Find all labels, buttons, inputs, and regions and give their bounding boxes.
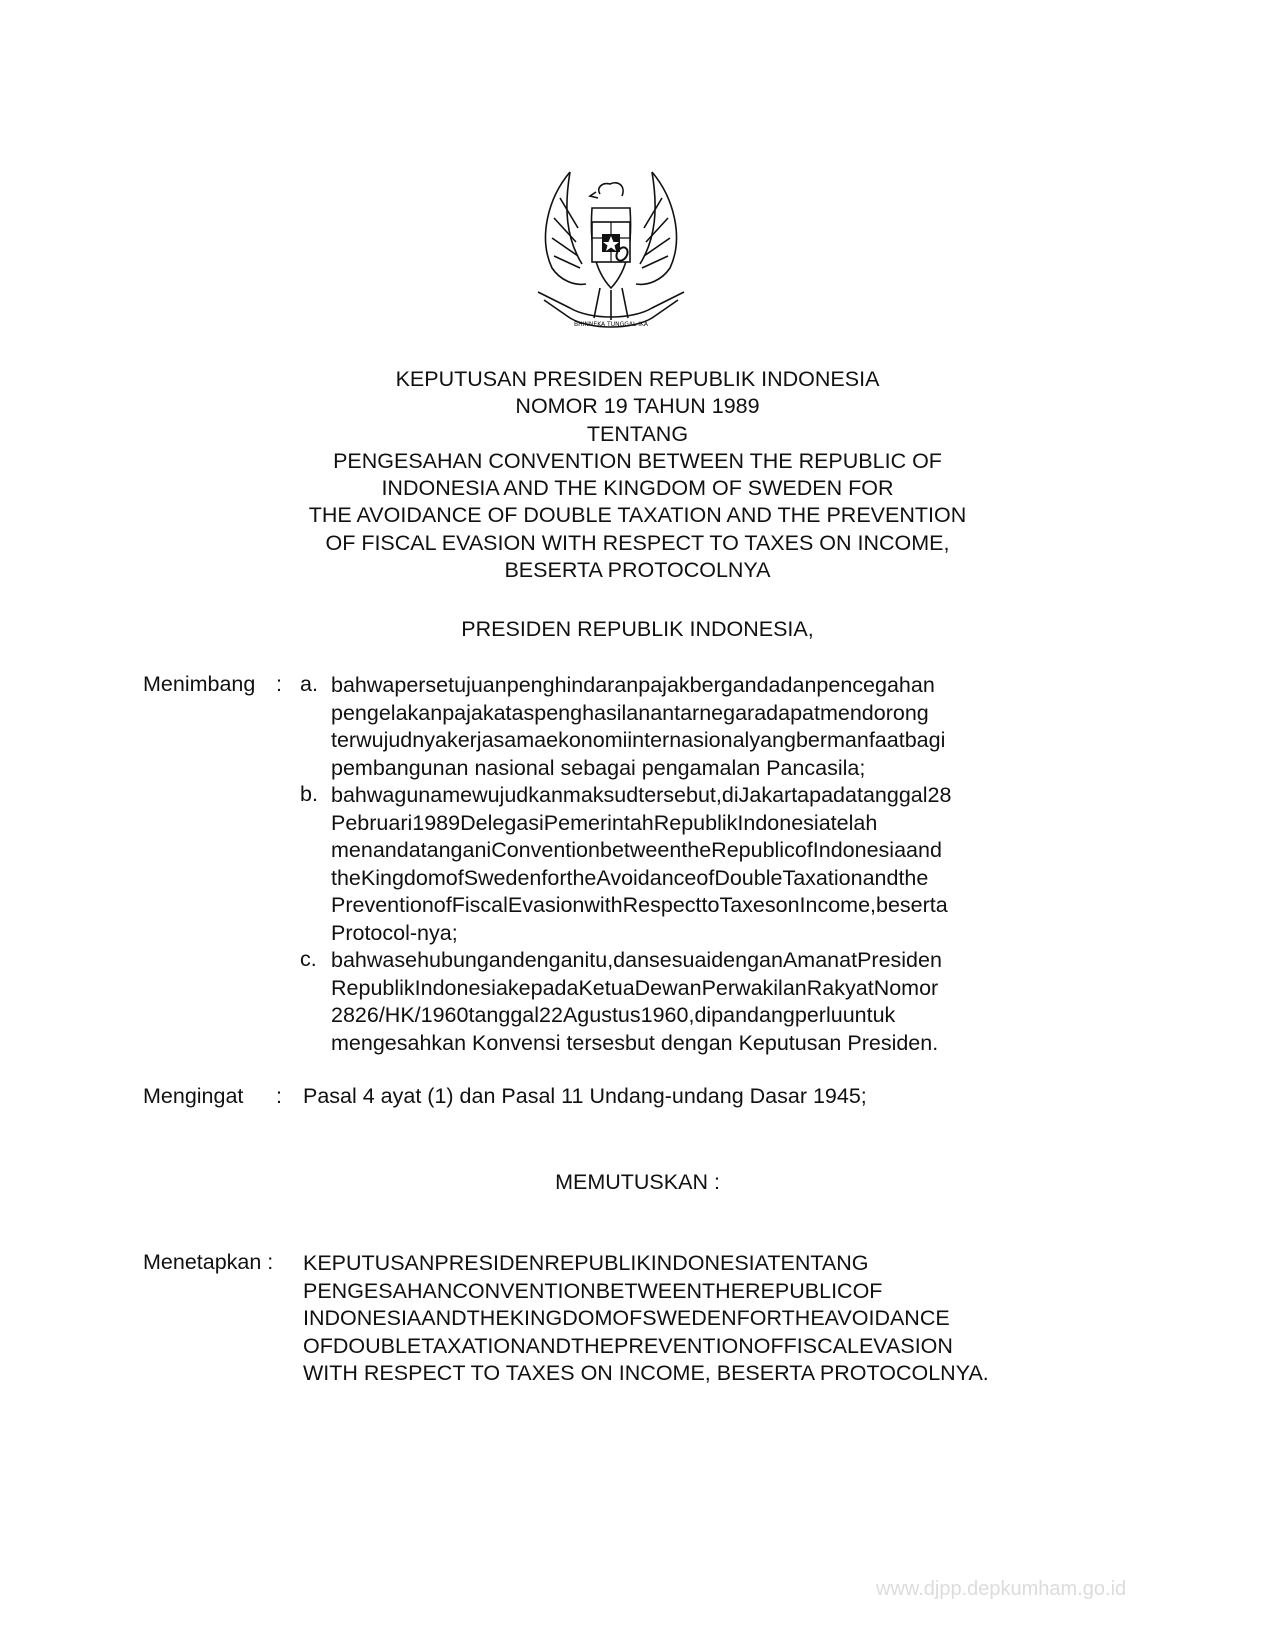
word: antar <box>650 700 700 725</box>
paragraph-line <box>331 782 1069 810</box>
word: berganda <box>689 673 781 697</box>
title-line: TENTANG <box>586 421 689 446</box>
word: Evasion <box>507 893 585 917</box>
word: dan <box>780 673 817 697</box>
memutuskan-heading: MEMUTUSKAN : <box>555 1170 720 1194</box>
word: mewujudkan <box>442 783 563 807</box>
word: Taxes <box>719 893 776 917</box>
word: Rakyat <box>806 975 874 1000</box>
word: maksud <box>562 783 639 807</box>
menimbang-item-c <box>331 947 1069 1057</box>
word: Republik <box>653 810 738 835</box>
paragraph-line <box>303 1333 1069 1361</box>
emblem-motto: BHINNEKA TUNGGAL IKA <box>574 321 648 328</box>
word: sehubungan <box>394 948 513 972</box>
menimbang-item-a <box>331 672 1069 782</box>
word: REPUBLIC <box>745 1278 853 1303</box>
word: Pebruari <box>331 810 413 835</box>
paragraph-line <box>331 672 1069 700</box>
paragraph-line <box>331 1002 1069 1030</box>
garuda-pancasila-emblem-icon <box>530 168 692 344</box>
word: of <box>794 838 813 862</box>
word: OF <box>852 1278 883 1303</box>
word: Agustus <box>562 1003 641 1027</box>
paragraph-line: WITH RESPECT TO TAXES ON INCOME, BESERTA PROTOCOLNYA. <box>303 1361 989 1385</box>
word: FOR <box>736 1306 782 1330</box>
mengingat-text: Pasal 4 ayat (1) dan Pasal 11 Undang-undang Dasar 1945; <box>303 1084 867 1108</box>
word: THE <box>571 1333 615 1358</box>
word: AVOIDANCE <box>824 1306 950 1330</box>
word: PREVENTION <box>614 1333 754 1358</box>
word: pajak <box>442 700 494 725</box>
word: telah <box>830 810 878 835</box>
word: and <box>906 838 942 862</box>
word: OF <box>303 1333 333 1358</box>
menimbang-label: Menimbang <box>143 672 256 696</box>
word: PENGESAHAN <box>303 1278 453 1303</box>
word: kepada <box>507 975 579 1000</box>
word: OF <box>753 1333 784 1358</box>
word: bagi <box>904 728 946 752</box>
title-line: KEPUTUSAN PRESIDEN REPUBLIK INDONESIA <box>395 367 880 391</box>
word: bahwa <box>331 948 395 972</box>
word: on <box>775 893 800 917</box>
menimbang-item-letter: c. <box>300 947 317 971</box>
word: dipandang <box>694 1003 795 1027</box>
word: Indonesia <box>737 810 831 835</box>
word: Republic <box>711 838 795 862</box>
watermark: www.djpp.depkumham.go.id <box>876 1578 1127 1600</box>
word: 22 <box>539 1003 563 1027</box>
word: 2826/HK/1960 <box>331 1003 469 1027</box>
word: tanggal <box>856 783 928 807</box>
paragraph-line <box>331 837 1069 865</box>
word: THE <box>781 1306 825 1330</box>
word: Avoidance <box>596 865 697 890</box>
word: dengan <box>512 948 585 972</box>
word: persetujuan <box>394 673 507 697</box>
paragraph-line <box>303 1305 1069 1333</box>
word: Sweden <box>463 865 542 890</box>
paragraph-line <box>331 865 1069 893</box>
word: BETWEEN <box>595 1278 703 1303</box>
menetapkan-label: Menetapkan : <box>143 1250 274 1274</box>
word: ANDTHE <box>421 1306 510 1330</box>
word: untuk <box>842 1003 896 1027</box>
word: EVASION <box>858 1333 953 1358</box>
word: 1960, <box>640 1003 695 1027</box>
word: the <box>681 838 712 862</box>
word: Prevention <box>331 893 434 917</box>
word: sesuai <box>649 948 712 972</box>
menimbang-item-b <box>331 782 1069 947</box>
word: 1989 <box>412 810 461 835</box>
title-line: PENGESAHAN CONVENTION BETWEEN THE REPUBLIC OF <box>333 448 942 473</box>
word: of <box>445 865 464 890</box>
word: pencegahan <box>816 673 935 697</box>
word: yang <box>749 728 796 752</box>
paragraph-line: pembangunan nasional sebagai pengamalan Pancasila; <box>331 755 866 780</box>
paragraph-line: Protocol-nya; <box>331 920 458 945</box>
word: and <box>862 865 899 890</box>
word: the <box>331 865 361 890</box>
decree-title <box>0 366 1275 584</box>
word: Dewan <box>634 975 702 1000</box>
word: Indonesia <box>414 975 508 1000</box>
word: CONVENTION <box>452 1278 596 1303</box>
word: Kingdom <box>360 865 446 890</box>
word: Ketua <box>578 975 635 1000</box>
word: pada <box>809 783 857 807</box>
word: the <box>566 865 597 890</box>
word: 28 <box>927 783 952 807</box>
mengingat-colon: : <box>276 1084 282 1108</box>
word: kerjasama <box>446 728 547 752</box>
paragraph-line <box>331 727 1069 755</box>
menimbang-item-letter: b. <box>300 782 318 806</box>
word: for <box>541 865 567 890</box>
word: AND <box>525 1333 572 1358</box>
word: itu, <box>584 948 614 972</box>
word: Income, <box>799 893 877 917</box>
word: the <box>898 865 929 890</box>
word: tersebut, <box>638 783 722 807</box>
word: internasional <box>627 728 750 752</box>
word: Pemerintah <box>543 810 654 835</box>
word: Amanat <box>782 948 858 972</box>
word: between <box>599 838 682 862</box>
word: PRESIDEN <box>434 1251 545 1275</box>
paragraph-line <box>331 947 1069 975</box>
paragraph-line <box>331 892 1069 920</box>
word: TENTANG <box>767 1251 869 1275</box>
word: terwujudnya <box>331 728 447 752</box>
word: bermanfaat <box>795 728 905 752</box>
word: TAXATION <box>421 1333 526 1358</box>
menimbang-colon: : <box>276 672 282 696</box>
word: mendorong <box>819 700 929 725</box>
word: beserta <box>876 893 948 917</box>
word: ekonomi <box>546 728 628 752</box>
paragraph-line <box>331 810 1069 838</box>
word: of <box>433 893 452 917</box>
word: Perwakilan <box>701 975 807 1000</box>
word: pajak <box>638 673 690 697</box>
word: di <box>721 783 739 807</box>
paragraph-line: mengesahkan Konvensi tersesbut dengan Keputusan Presiden. <box>331 1030 939 1055</box>
word: atas <box>493 700 535 725</box>
menetapkan-text <box>303 1250 1069 1388</box>
title-line: THE AVOIDANCE OF DOUBLE TAXATION AND THE PREVENTION <box>308 503 967 528</box>
word: penghindaran <box>506 673 639 697</box>
word: SWEDEN <box>642 1306 737 1330</box>
word: bahwa <box>331 673 395 697</box>
word: Presiden <box>857 948 942 972</box>
paragraph-line <box>303 1250 1069 1278</box>
word: DOUBLE <box>332 1333 422 1358</box>
menimbang-item-letter: a. <box>300 672 318 696</box>
paragraph-line <box>303 1278 1069 1306</box>
president-heading: PRESIDEN REPUBLIK INDONESIA, <box>461 617 814 641</box>
word: perlu <box>794 1003 843 1027</box>
word: menandatangani <box>331 838 492 862</box>
word: Nomor <box>873 975 939 1000</box>
word: Indonesia <box>812 838 907 862</box>
word: Jakarta <box>738 783 810 807</box>
word: Respect <box>622 893 702 917</box>
word: Taxation <box>782 865 863 890</box>
word: KINGDOM <box>509 1306 613 1330</box>
title-line: BESERTA PROTOCOLNYA <box>504 558 771 583</box>
word: bahwa <box>331 783 395 807</box>
word: FISCAL <box>783 1333 859 1358</box>
word: Republik <box>331 975 415 1000</box>
paragraph-line <box>331 700 1069 728</box>
word: REPUBLIK <box>544 1251 651 1275</box>
word: guna <box>394 783 443 807</box>
word: of <box>696 865 715 890</box>
title-line: INDONESIA AND THE KINGDOM OF SWEDEN FOR <box>381 476 894 501</box>
word: dapat <box>766 700 820 725</box>
mengingat-label: Mengingat <box>143 1084 244 1108</box>
title-line: OF FISCAL EVASION WITH RESPECT TO TAXES ON INCOME, <box>325 530 950 555</box>
word: INDONESIA <box>650 1251 768 1275</box>
word: Fiscal <box>451 893 508 917</box>
word: with <box>584 893 623 917</box>
word: INDONESIA <box>303 1306 422 1330</box>
word: Delegasi <box>460 810 544 835</box>
word: dan <box>613 948 650 972</box>
word: tanggal <box>468 1003 540 1027</box>
word: KEPUTUSAN <box>303 1251 435 1275</box>
word: penghasilan <box>534 700 651 725</box>
word: Convention <box>491 838 600 862</box>
title-line: NOMOR 19 TAHUN 1989 <box>515 394 760 419</box>
word: to <box>701 893 720 917</box>
word: Double <box>714 865 783 890</box>
paragraph-line <box>331 975 1069 1003</box>
word: OF <box>612 1306 643 1330</box>
word: dengan <box>711 948 783 972</box>
word: THE <box>702 1278 746 1303</box>
word: negara <box>699 700 767 725</box>
word: pengelakan <box>331 700 443 725</box>
